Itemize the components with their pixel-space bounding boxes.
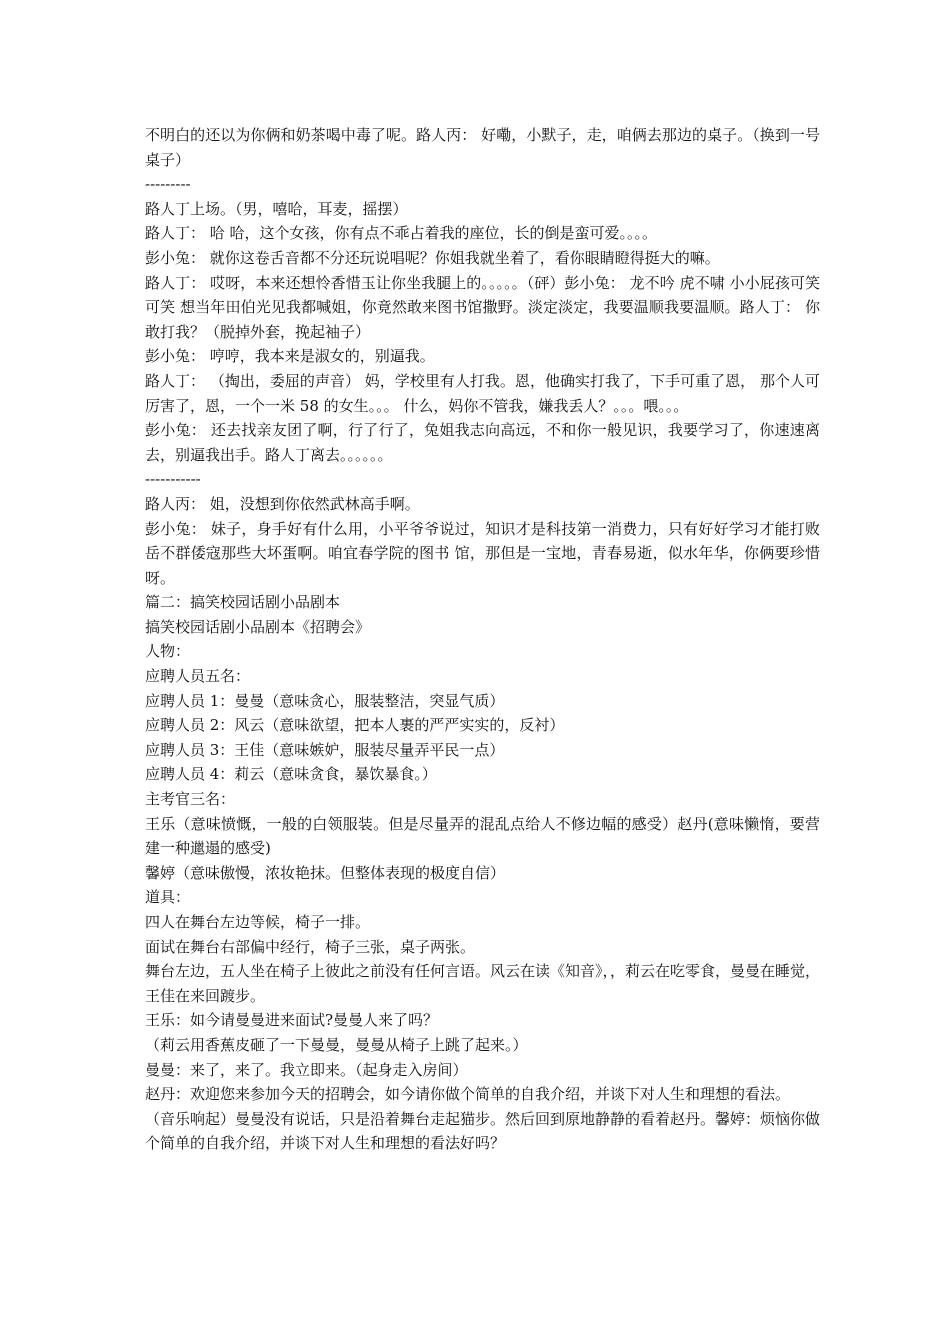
paragraph: 应聘人员 2：风云（意味欲望，把本人裹的严严实实的，反衬）: [145, 716, 565, 735]
separator-line: -----------: [145, 470, 201, 489]
paragraph: 不明白的还以为你俩和奶茶喝中毒了呢。路人丙： 好嘞，小默子，走，咱俩去那边的桌子。（换到一号桌子）: [145, 126, 820, 169]
paragraph: 彭小兔： 哼哼，我本来是淑女的，别逼我。: [145, 347, 435, 366]
paragraph: 彭小兔： 妹子，身手好有什么用，小平爷爷说过，知识才是科技第一消费力，只有好好学习才能打败岳不群倭寇那些大坏蛋啊。咱宜春学院的图书 馆，那但是一宝地，青春易逝，似水年华，你俩要珍惜呀。: [145, 519, 820, 587]
paragraph: 路人丁： 哎呀，本来还想怜香惜玉让你坐我腿上的。。。。。（砰）彭小兔： 龙不吟 虎不啸 小小屁孩可笑可笑 想当年田伯光见我都喊姐，你竟然敢来图书馆撒野。淡定淡定，我要温顺我要温顺。路人丁： 你敢打我？（脱掉外套，挽起袖子）: [145, 273, 820, 341]
paragraph: 曼曼：来了，来了。我立即来。（起身走入房间）: [145, 1060, 468, 1079]
separator-line: ---------: [145, 175, 191, 194]
paragraph: 彭小兔： 还去找亲友团了啊，行了行了，兔姐我志向高远，不和你一般见识，我要学习了，你速速离去，别逼我出手。路人丁离去。。。。。。: [145, 421, 820, 464]
paragraph: 彭小兔： 就你这卷舌音都不分还玩说唱呢？你姐我就坐着了，看你眼睛瞪得挺大的嘛。: [145, 248, 720, 267]
paragraph: 人物：: [145, 642, 191, 661]
paragraph: 应聘人员五名：: [145, 667, 251, 686]
paragraph: 馨婷（意味傲慢，浓妆艳抹。但整体表现的极度自信）: [145, 863, 506, 882]
paragraph: 王乐：如今请曼曼进来面试?曼曼人来了吗？: [145, 1011, 439, 1030]
script-title: 搞笑校园话剧小品剧本《招聘会》: [145, 617, 371, 636]
document-page: [145, 123, 820, 1156]
paragraph: 路人丁： （掏出，委屈的声音） 妈，学校里有人打我。恩，他确实打我了，下手可重了恩， 那个人可厉害了，恩，一个一米 58 的女生。。。 什么，妈你不管我，嫌我丢人？。。。喂。。。: [145, 371, 820, 415]
paragraph: 路人丙： 姐，没想到你依然武林高手啊。: [145, 494, 420, 513]
paragraph: 舞台左边，五人坐在椅子上彼此之前没有任何言语。风云在读《知音》，，莉云在吃零食，曼曼在睡觉，王佳在来回踱步。: [145, 962, 821, 1005]
paragraph: 主考官三名：: [145, 790, 236, 809]
paragraph: （莉云用香蕉皮砸了一下曼曼，曼曼从椅子上跳了起来。）: [145, 1035, 528, 1054]
paragraph: 四人在舞台左边等候，椅子一排。: [145, 913, 371, 931]
paragraph: 路人丁： 哈 哈，这个女孩，你有点不乖占着我的座位，长的倒是蛮可爱。。。。: [145, 224, 658, 243]
paragraph: 路人丁上场。（男，嘻哈，耳麦，摇摆）: [145, 199, 408, 218]
paragraph: 应聘人员 3：王佳（意味嫉妒，服装尽量弄平民一点）: [145, 740, 505, 759]
paragraph: 道具：: [145, 888, 191, 907]
section-heading: 篇二：搞笑校园话剧小品剧本: [145, 593, 341, 612]
paragraph: 面试在舞台右部偏中经行，椅子三张，桌子两张。: [145, 937, 476, 956]
paragraph: 应聘人员 4：莉云（意味贪食，暴饮暴食。）: [145, 765, 437, 784]
paragraph: 应聘人员 1：曼曼（意味贪心，服装整洁，突显气质）: [145, 691, 505, 710]
paragraph: （音乐响起）曼曼没有说话，只是沿着舞台走起猫步。然后回到原地静静的看着赵丹。馨婷：烦恼你做个简单的自我介绍，并谈下对人生和理想的看法好吗？: [145, 1109, 821, 1153]
paragraph: 王乐（意味愤慨，一般的白领服装。但是尽量弄的混乱点给人不修边幅的感受）赵丹(意味懒惰，要营建一种邋遢的感受): [145, 814, 820, 858]
paragraph: 赵丹：欢迎您来参加今天的招聘会，如今请你做个简单的自我介绍，并谈下对人生和理想的看法。: [145, 1085, 791, 1104]
